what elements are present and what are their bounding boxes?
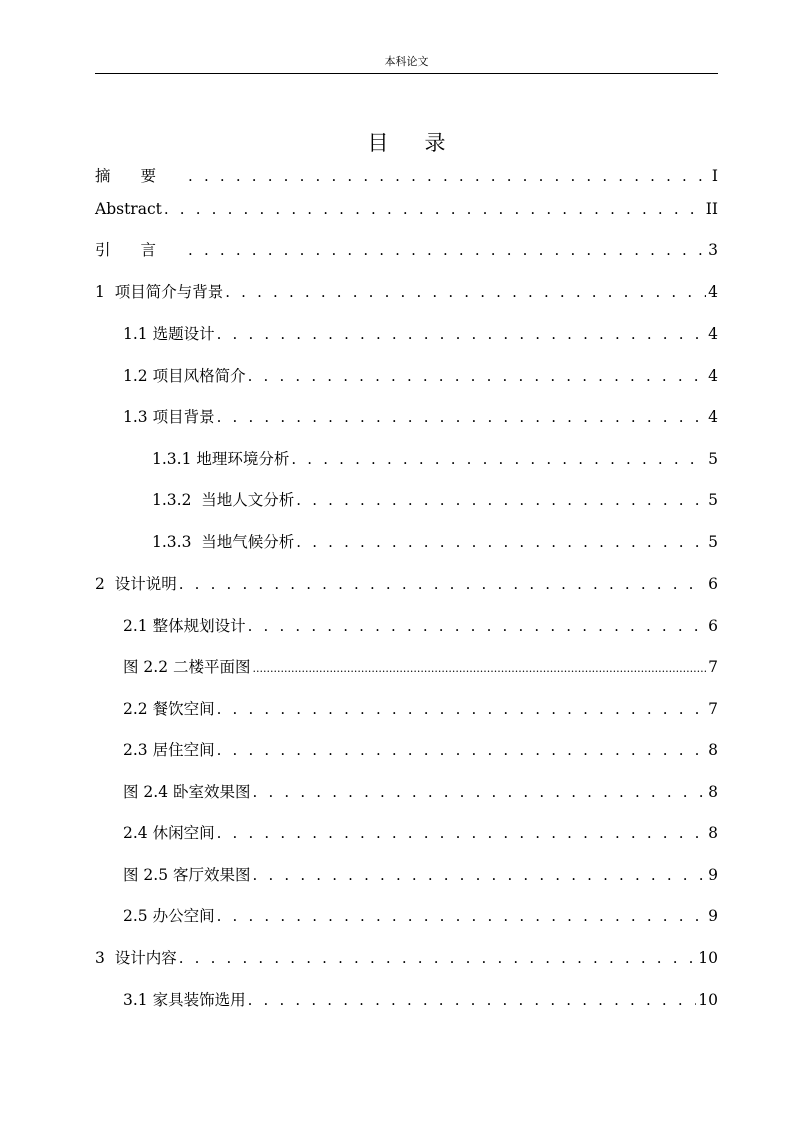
toc-entry-page: 7 — [708, 700, 718, 718]
toc-entry-label: 1 项目简介与背景 — [95, 283, 224, 301]
toc-entry-introduction[interactable] — [95, 238, 718, 262]
toc-entry-2-3[interactable] — [95, 738, 718, 762]
toc-entry-2-2[interactable] — [95, 697, 718, 721]
toc-entry-abstract-cn[interactable] — [95, 164, 718, 188]
toc-entry-label: 图 2.4 卧室效果图 — [123, 783, 251, 801]
toc-entry-label: 1.3 项目背景 — [123, 408, 215, 426]
dot-leader — [217, 738, 707, 762]
toc-entry-page: 8 — [708, 783, 718, 801]
toc-entry-label: 2.2 餐饮空间 — [123, 700, 215, 718]
toc-entry-page: 4 — [708, 367, 718, 385]
toc-entry-page: 8 — [708, 824, 718, 842]
toc-entry-label: 2 设计说明 — [95, 575, 177, 593]
toc-entry-label: 1.2 项目风格简介 — [123, 367, 246, 385]
toc-entry-page: 4 — [708, 408, 718, 426]
dot-leader — [217, 405, 707, 429]
dot-leader — [225, 280, 706, 304]
toc-entry-label: 3.1 家具装饰选用 — [123, 991, 246, 1009]
toc-entry-page: 9 — [708, 866, 718, 884]
toc-entry-page: 10 — [698, 949, 718, 967]
toc-entry-page: 9 — [708, 907, 718, 925]
toc-entry-page: II — [705, 200, 718, 218]
toc-entry-label: 2.5 办公空间 — [123, 907, 215, 925]
dot-leader — [164, 197, 704, 221]
toc-entry-fig-2-4[interactable] — [95, 780, 718, 804]
dot-leader — [291, 447, 706, 471]
toc-entry-page: 6 — [708, 575, 718, 593]
table-of-contents — [95, 0, 718, 1122]
toc-entry-page: 5 — [708, 450, 718, 468]
toc-entry-label: 1.3.3 当地气候分析 — [152, 533, 295, 551]
dot-leader — [188, 238, 706, 262]
dot-leader — [179, 572, 706, 596]
dot-leader — [217, 322, 707, 346]
dot-leader — [179, 946, 697, 970]
toc-entry-label: 3 设计内容 — [95, 949, 177, 967]
toc-entry-page: 6 — [708, 617, 718, 635]
toc-entry-abstract-en[interactable] — [95, 197, 718, 221]
toc-entry-page: 10 — [698, 991, 718, 1009]
toc-entry-1-3-3[interactable] — [95, 530, 718, 554]
dot-leader — [248, 364, 707, 388]
toc-entry-label: 1.3.2 当地人文分析 — [152, 491, 295, 509]
dot-leader — [217, 821, 707, 845]
toc-entry-page: 5 — [708, 533, 718, 551]
toc-entry-label: 摘要 — [95, 167, 187, 185]
toc-entry-ch2[interactable] — [95, 572, 718, 596]
toc-entry-page: I — [711, 167, 718, 185]
toc-entry-2-5[interactable] — [95, 904, 718, 928]
toc-entry-1-3-2[interactable] — [95, 488, 718, 512]
toc-entry-page: 7 — [708, 658, 718, 676]
dot-leader — [253, 863, 707, 887]
toc-entry-2-1[interactable] — [95, 614, 718, 638]
toc-entry-label: 1.3.1 地理环境分析 — [152, 450, 290, 468]
toc-entry-label: 图 2.2 二楼平面图 — [123, 658, 251, 676]
toc-entry-fig-2-2[interactable] — [95, 655, 718, 679]
dot-leader — [188, 164, 710, 188]
dot-leader — [253, 657, 707, 681]
toc-title: 目录 — [367, 131, 482, 155]
toc-entry-label: 引言 — [95, 241, 187, 259]
toc-entry-1-1[interactable] — [95, 322, 718, 346]
toc-entry-label: 2.4 休闲空间 — [123, 824, 215, 842]
toc-entry-label: 2.1 整体规划设计 — [123, 617, 246, 635]
toc-entry-label: 1.1 选题设计 — [123, 325, 215, 343]
toc-entry-label: Abstract — [95, 200, 162, 218]
toc-entry-page: 4 — [708, 283, 718, 301]
dot-leader — [253, 780, 707, 804]
dot-leader — [296, 530, 706, 554]
running-header: 本科论文 — [384, 55, 429, 68]
dot-leader — [248, 988, 697, 1012]
toc-entry-3-1[interactable] — [95, 988, 718, 1012]
toc-entry-ch1[interactable] — [95, 280, 718, 304]
toc-entry-1-3-1[interactable] — [95, 447, 718, 471]
toc-entry-1-2[interactable] — [95, 364, 718, 388]
dot-leader — [217, 697, 707, 721]
toc-entry-page: 5 — [708, 491, 718, 509]
toc-entry-1-3[interactable] — [95, 405, 718, 429]
toc-entry-page: 8 — [708, 741, 718, 759]
toc-entry-2-4[interactable] — [95, 821, 718, 845]
toc-entry-label: 图 2.5 客厅效果图 — [123, 866, 251, 884]
dot-leader — [296, 488, 706, 512]
toc-entry-fig-2-5[interactable] — [95, 863, 718, 887]
toc-entry-ch3[interactable] — [95, 946, 718, 970]
dot-leader — [248, 614, 707, 638]
dot-leader — [217, 904, 707, 928]
toc-entry-page: 3 — [708, 241, 718, 259]
toc-entry-page: 4 — [708, 325, 718, 343]
toc-entry-label: 2.3 居住空间 — [123, 741, 215, 759]
